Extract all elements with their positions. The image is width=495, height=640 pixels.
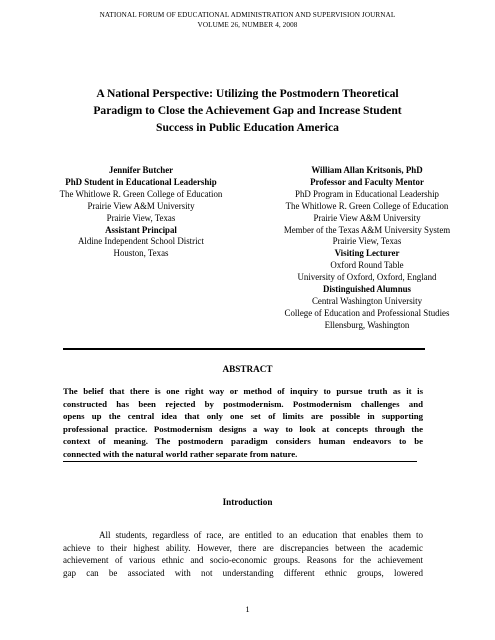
author-affiliation: PhD Program in Educational Leadership [295, 188, 439, 199]
introduction-heading: Introduction [222, 497, 273, 507]
author-affiliation: Oxford Round Table [330, 260, 404, 271]
body-line: achieve to their highest ability. However, there are discrepancies between the academic [63, 542, 423, 553]
paper-title [40, 85, 455, 136]
author-role: Assistant Principal [105, 224, 177, 235]
abstract-line: constructed has been rejected by postmodernism. Postmodernism challenges and [63, 398, 423, 409]
introduction-text [63, 529, 423, 580]
title-line: Paradigm to Close the Achievement Gap and Increase Student [93, 104, 402, 117]
author-affiliation: Central Washington University [311, 295, 423, 306]
abstract-line: professional practice. Postmodernism designs a way to look at concepts through the [63, 423, 423, 434]
abstract-text [63, 385, 423, 460]
author-affiliation: Member of the Texas A&M University System [283, 224, 451, 235]
author-role: Visiting Lecturer [334, 248, 400, 259]
abstract-line: connected with the natural world rather separate from nature. [63, 448, 298, 459]
abstract-heading: ABSTRACT [222, 364, 273, 374]
author-block-kritsonis [257, 165, 477, 332]
journal-name: NATIONAL FORUM OF EDUCATIONAL ADMINISTRATION AND SUPERVISION JOURNAL [99, 11, 396, 19]
author-affiliation: Aldine Independent School District [78, 236, 204, 247]
journal-volume: VOLUME 26, NUMBER 4, 2008 [197, 21, 298, 29]
author-name: Jennifer Butcher [108, 165, 174, 175]
abstract-line: The belief that there is one right way or method of inquiry to pursue truth as it is [63, 386, 423, 396]
body-line: All students, regardless of race, are entitled to an education that enables them to [99, 530, 423, 540]
author-location: Ellensburg, Washington [324, 319, 410, 330]
author-affiliation: The Whitlowe R. Green College of Education [285, 200, 449, 211]
journal-header [0, 10, 495, 30]
author-location: Houston, Texas [113, 248, 169, 259]
body-line: achievement of various ethnic and socio-economic groups. Reasons for the achievement [63, 555, 423, 566]
author-role: Distinguished Alumnus [322, 284, 412, 295]
section-divider [63, 348, 425, 350]
page-number: 1 [245, 604, 250, 614]
author-affiliation: Prairie View A&M University [313, 212, 421, 223]
author-affiliation: University of Oxford, Oxford, England [297, 272, 437, 283]
author-location: Prairie View, Texas [332, 236, 402, 247]
author-affiliation: College of Education and Professional Studies [284, 307, 450, 318]
abstract-divider [63, 461, 417, 462]
author-block-butcher [24, 165, 258, 260]
abstract-line: opens up the central idea that only one set of limits are possible in supporting [63, 411, 423, 421]
title-line: A National Perspective: Utilizing the Postmodern Theoretical [96, 87, 399, 100]
author-role: Professor and Faculty Mentor [310, 176, 424, 187]
author-location: Prairie View, Texas [106, 212, 176, 223]
author-affiliation: Prairie View A&M University [87, 200, 195, 211]
author-name: William Allan Kritsonis, PhD [311, 165, 423, 175]
author-affiliation: The Whitlowe R. Green College of Education [59, 188, 223, 199]
author-role: PhD Student in Educational Leadership [65, 176, 217, 187]
title-line: Success in Public Education America [156, 121, 339, 134]
body-line: gap can be associated with not understanding different ethnic groups, lowered [63, 568, 423, 579]
abstract-line: context of meaning. The postmodern paradigm considers human endeavors to be [63, 436, 423, 446]
